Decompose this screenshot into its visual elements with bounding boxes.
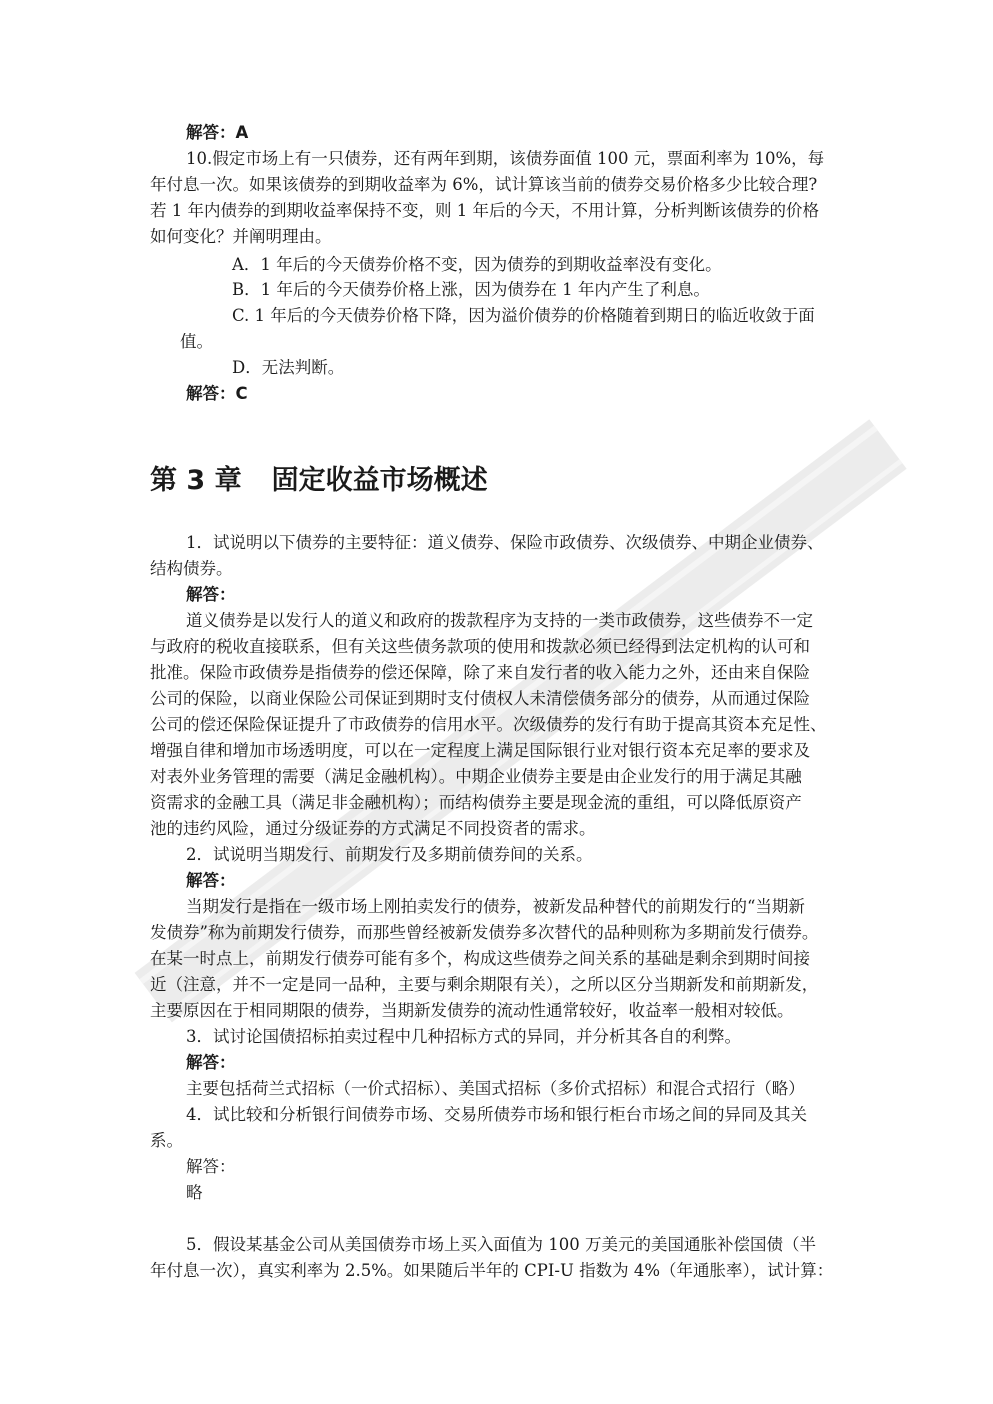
- q1-answer-label: 解答：: [186, 585, 236, 604]
- q3-answer-line: 主要包括荷兰式招标（一价式招标）、美国式招标（多价式招标）和混合式招行（略）: [186, 1079, 805, 1098]
- q10-option-c: C. 1 年后的今天债券价格下降，因为溢价债券的价格随着到期日的临近收敛于面: [232, 306, 815, 325]
- q1-answer-line: 公司的保险，以商业保险公司保证到期时支付债权人未清偿债务部分的债券，从而通过保险: [150, 689, 810, 708]
- chapter-number: 第 3 章: [150, 465, 242, 496]
- q5-line-2: 年付息一次），真实利率为 2.5%。如果随后半年的 CPI-U 指数为 4%（年通胀率），试计算：: [150, 1261, 834, 1280]
- q2-answer-line: 近（注意，并不一定是同一品种，主要与剩余期限有关），之所以区分当期新发和前期新发，: [150, 975, 819, 994]
- q1-answer-line: 道义债券是以发行人的道义和政府的拨款程序为支持的一类市政债券，这些债券不一定: [186, 611, 813, 630]
- q1-answer-line: 对表外业务管理的需要（满足金融机构）。中期企业债券主要是由企业发行的用于满足其融: [150, 767, 802, 786]
- q1-answer-line: 资需求的金融工具（满足非金融机构）；而结构债券主要是现金流的重组，可以降低原资产: [150, 793, 802, 812]
- q2-answer-line: 在某一时点上，前期发行债券可能有多个，构成这些债券之间关系的基础是剩余到期时间接: [150, 949, 810, 968]
- q10-option-c-cont: 值。: [180, 332, 213, 351]
- q3-answer-label: 解答：: [186, 1053, 236, 1072]
- q1-answer-line: 与政府的税收直接联系，但有关这些债务款项的使用和拨款必须已经得到法定机构的认可和: [150, 637, 810, 656]
- q4-answer-line: 略: [186, 1183, 203, 1202]
- q1-line-1: 1．试说明以下债券的主要特征：道义债券、保险市政债券、次级债券、中期企业债券、: [186, 533, 824, 552]
- chapter-title: 固定收益市场概述: [271, 465, 488, 496]
- q2-answer-line: 主要原因在于相同期限的债券，当期新发债券的流动性通常较好，收益率一般相对较低。: [150, 1001, 794, 1020]
- q10-option-a: A．1 年后的今天债券价格不变，因为债券的到期收益率没有变化。: [232, 255, 722, 274]
- q10-line-3: 若 1 年内债券的到期收益率保持不变，则 1 年后的今天，不用计算，分析判断该债券的价格: [150, 201, 819, 220]
- q4-line-2: 系。: [150, 1131, 183, 1150]
- q10-option-d: D．无法判断。: [232, 358, 345, 377]
- q2-answer-label: 解答：: [186, 871, 236, 890]
- q10-line-2: 年付息一次。如果该债券的到期收益率为 6%，试计算该当前的债券交易价格多少比较合理?: [150, 175, 818, 194]
- answer-prev: 解答：A: [186, 123, 249, 142]
- chapter-heading: [150, 462, 488, 500]
- q10-option-b: B．1 年后的今天债券价格上涨，因为债券在 1 年内产生了利息。: [232, 280, 710, 299]
- q2-answer-line: 当期发行是指在一级市场上刚拍卖发行的债券，被新发品种替代的前期发行的“当期新: [186, 897, 805, 916]
- q1-answer-line: 公司的偿还保险保证提升了市政债券的信用水平。次级债券的发行有助于提高其资本充足性、: [150, 715, 827, 734]
- q5-line-1: 5．假设某基金公司从美国债券市场上买入面值为 100 万美元的美国通胀补偿国债（半: [186, 1235, 816, 1254]
- q10-answer: 解答：C: [186, 384, 248, 403]
- q1-answer-line: 增强自律和增加市场透明度，可以在一定程度上满足国际银行业对银行资本充足率的要求及: [150, 741, 810, 760]
- q4-answer-label: 解答：: [186, 1157, 236, 1176]
- q1-answer-line: 批准。保险市政债券是指债券的偿还保障，除了来自发行者的收入能力之外，还由来自保险: [150, 663, 810, 682]
- q10-line-4: 如何变化？并阐明理由。: [150, 227, 332, 246]
- q1-answer-line: 池的违约风险，通过分级证券的方式满足不同投资者的需求。: [150, 819, 596, 838]
- q4-line-1: 4．试比较和分析银行间债券市场、交易所债券市场和银行柜台市场之间的异同及其关: [186, 1105, 807, 1124]
- q2-line: 2．试说明当期发行、前期发行及多期前债券间的关系。: [186, 845, 593, 864]
- q3-line: 3．试讨论国债招标拍卖过程中几种招标方式的异同，并分析其各自的利弊。: [186, 1027, 741, 1046]
- q2-answer-line: 发债券”称为前期发行债券，而那些曾经被新发债券多次替代的品种则称为多期前发行债券。: [150, 923, 819, 942]
- q10-line-1: 10.假定市场上有一只债券，还有两年到期，该债券面值 100 元，票面利率为 10%，每: [186, 149, 825, 168]
- q1-line-2: 结构债券。: [150, 559, 233, 578]
